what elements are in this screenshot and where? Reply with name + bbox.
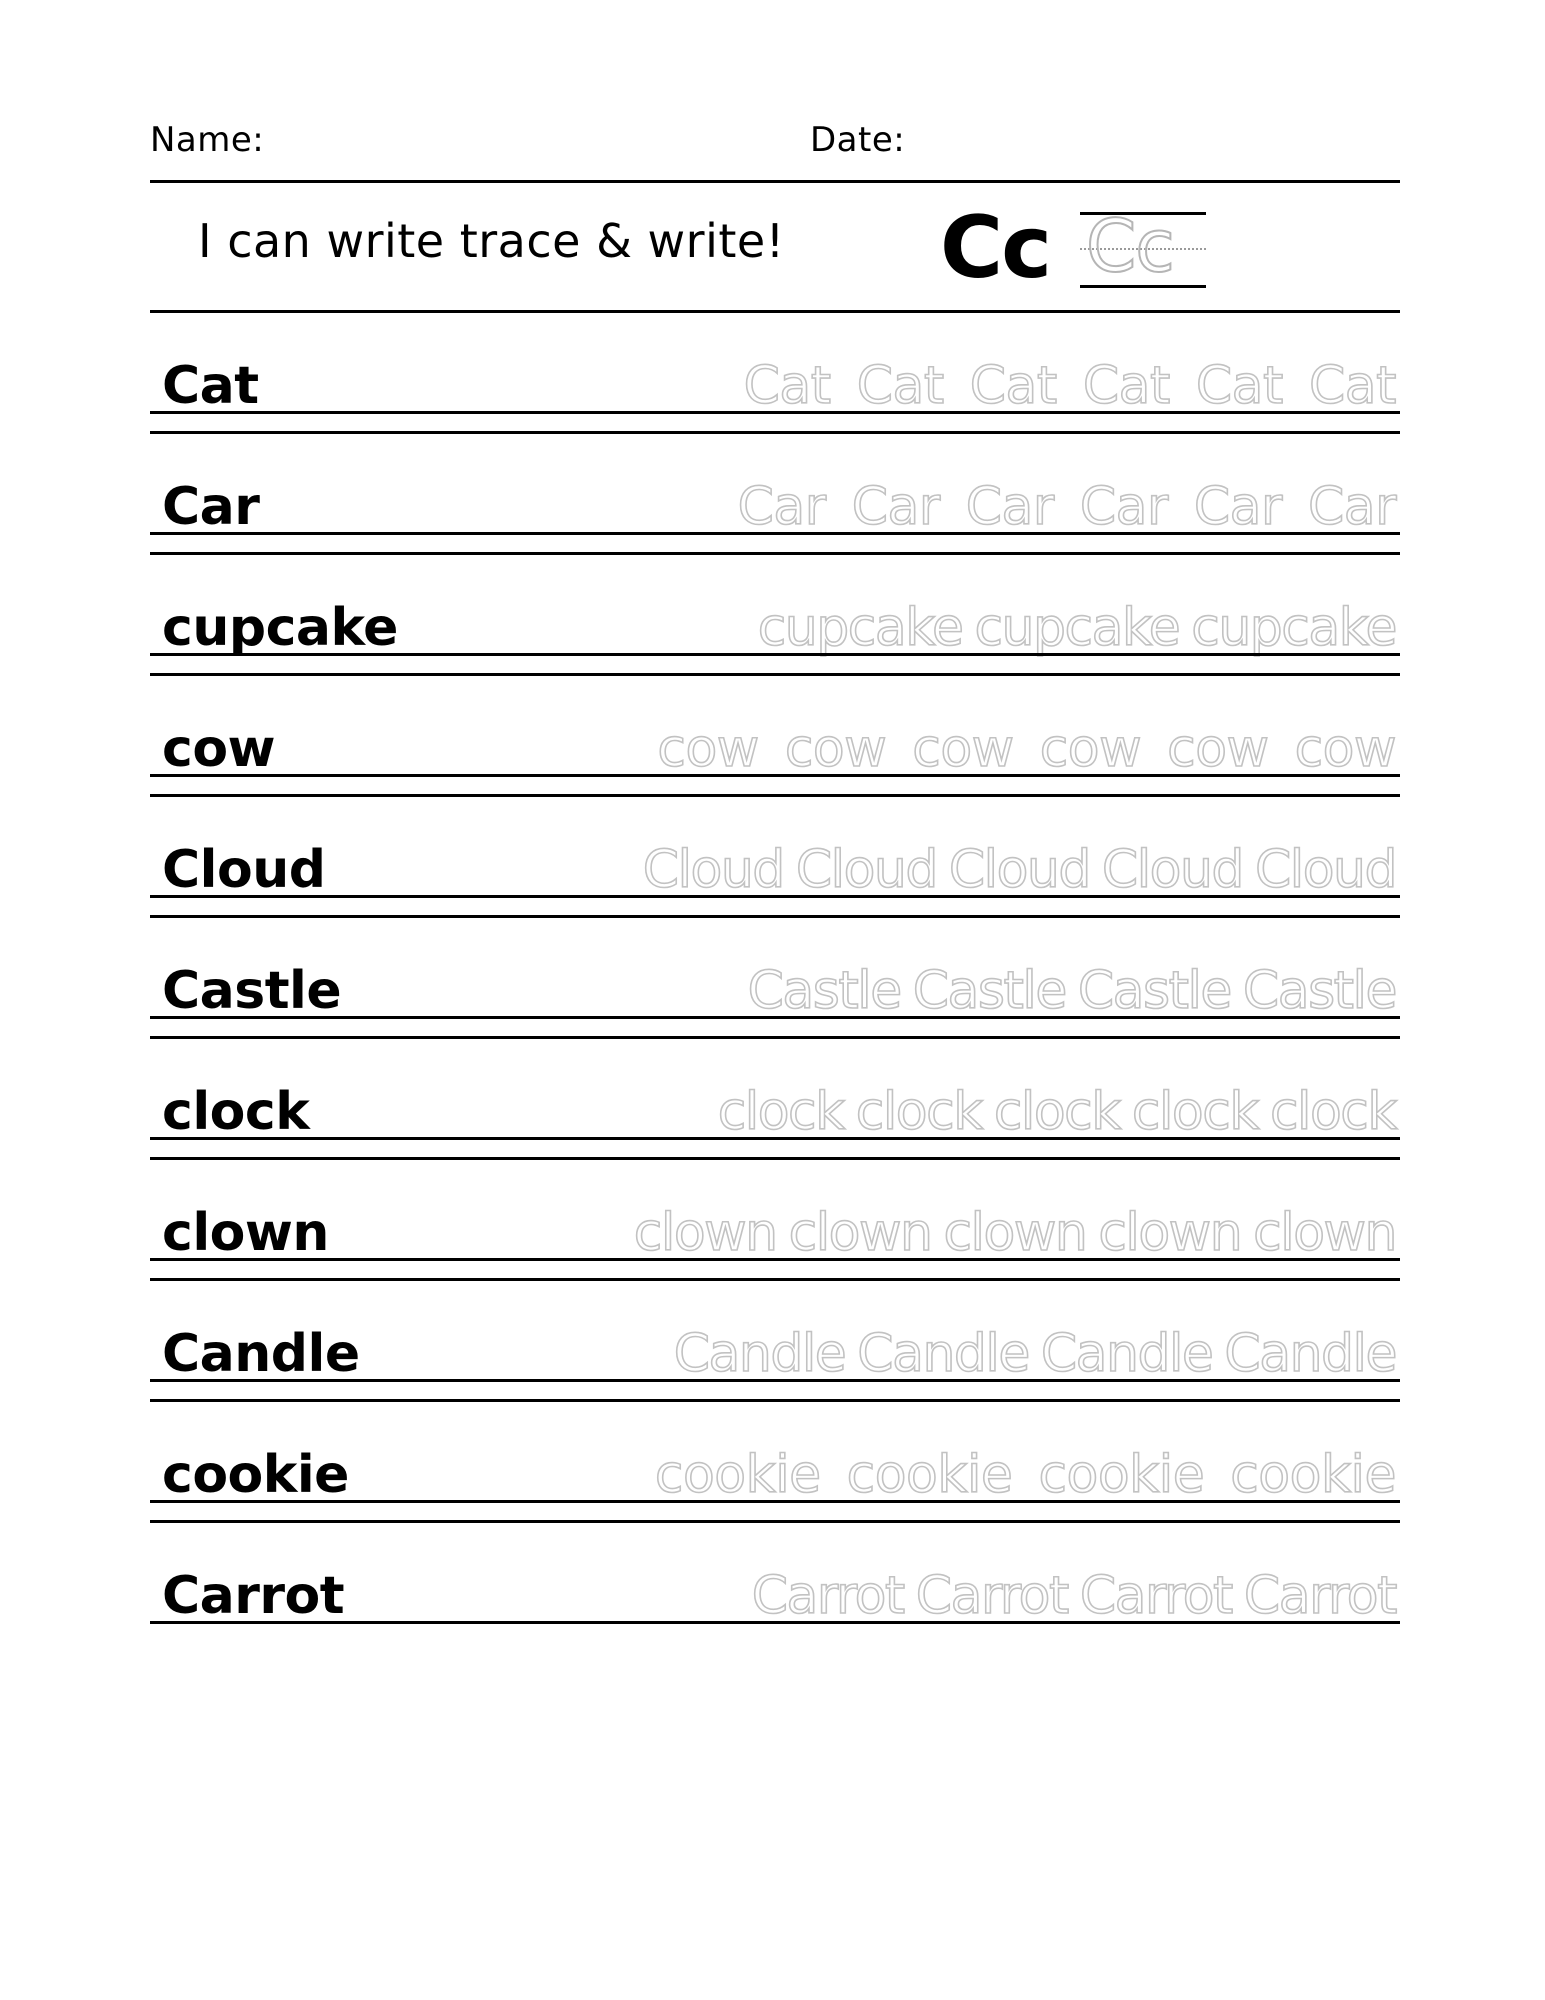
practice-row: [150, 794, 1400, 898]
letter-trace-glyph: Cc: [1086, 204, 1174, 288]
trace-word: Car: [1193, 477, 1282, 537]
row-top-rule: [150, 1157, 1400, 1160]
trace-word: Cat: [1195, 356, 1283, 416]
trace-word: Castle: [1242, 961, 1396, 1021]
trace-word: Castle: [747, 961, 901, 1021]
row-bottom-rule: [150, 1137, 1400, 1140]
trace-word: clown: [788, 1203, 932, 1263]
trace-word: Car: [965, 477, 1054, 537]
trace-word: Car: [1079, 477, 1168, 537]
trace-word: Candle: [857, 1324, 1029, 1384]
trace-word: Carrot: [1243, 1566, 1396, 1626]
trace-word: Cat: [743, 356, 831, 416]
row-bottom-rule: [150, 1621, 1400, 1624]
row-top-rule: [150, 1399, 1400, 1402]
trace-word: clock: [855, 1082, 982, 1142]
practice-row: [150, 1036, 1400, 1140]
trace-word: clock: [1131, 1082, 1258, 1142]
trace-word: Cloud: [642, 840, 784, 900]
trace-word: Candle: [1040, 1324, 1213, 1384]
trace-word: cookie: [1038, 1445, 1205, 1505]
row-bottom-rule: [150, 1379, 1400, 1382]
trace-word: clown: [1098, 1203, 1242, 1263]
trace-word: clock: [1269, 1082, 1396, 1142]
trace-word: cookie: [1230, 1445, 1396, 1505]
practice-row: [150, 1399, 1400, 1503]
trace-word: cow: [784, 719, 887, 779]
row-top-rule: [150, 1278, 1400, 1281]
trace-word: Carrot: [915, 1566, 1068, 1626]
row-top-rule: [150, 552, 1400, 555]
trace-word: Cloud: [1254, 840, 1396, 900]
practice-row: [150, 431, 1400, 535]
row-top-rule: [150, 794, 1400, 797]
trace-word: Cloud: [795, 840, 937, 900]
row-trace-words: [717, 1082, 1396, 1142]
row-trace-words: [654, 1445, 1396, 1505]
row-trace-words: [751, 1566, 1396, 1626]
trace-word: clown: [1253, 1203, 1396, 1263]
row-top-rule: [150, 1520, 1400, 1523]
row-bottom-rule: [150, 532, 1400, 535]
trace-word: cow: [912, 719, 1014, 779]
trace-word: cupcake: [974, 598, 1180, 658]
trace-word: clock: [993, 1082, 1120, 1142]
row-prompt: cupcake: [162, 598, 398, 658]
row-trace-words: [642, 840, 1396, 900]
row-bottom-rule: [150, 653, 1400, 656]
trace-word: cookie: [846, 1445, 1013, 1505]
focus-letter: Cc: [940, 198, 1051, 298]
practice-row: [150, 1157, 1400, 1261]
row-bottom-rule: [150, 411, 1400, 414]
title-band: [150, 196, 1400, 308]
trace-word: Castle: [912, 961, 1066, 1021]
trace-word: Candle: [1224, 1324, 1396, 1384]
row-top-rule: [150, 915, 1400, 918]
name-label: Name:: [150, 120, 265, 160]
trace-word: Cat: [1082, 356, 1170, 416]
trace-word: cow: [657, 719, 759, 779]
row-prompt: Cat: [162, 356, 259, 416]
trace-word: cow: [1294, 719, 1396, 779]
date-label: Date:: [810, 120, 906, 160]
practice-row: [150, 552, 1400, 656]
trace-word: cow: [1039, 719, 1142, 779]
row-top-rule: [150, 310, 1400, 313]
trace-word: cupcake: [757, 598, 963, 658]
row-trace-words: [737, 477, 1396, 537]
row-prompt: cow: [162, 719, 276, 779]
row-prompt: Car: [162, 477, 260, 537]
row-prompt: Carrot: [162, 1566, 345, 1626]
row-prompt: clown: [162, 1203, 329, 1263]
practice-row: [150, 1520, 1400, 1624]
trace-word: Carrot: [751, 1566, 904, 1626]
row-prompt: clock: [162, 1082, 310, 1142]
row-bottom-rule: [150, 1016, 1400, 1019]
trace-word: Candle: [673, 1324, 846, 1384]
trace-word: Cat: [1308, 356, 1396, 416]
trace-word: clown: [943, 1203, 1087, 1263]
trace-word: Cloud: [948, 840, 1090, 900]
row-bottom-rule: [150, 1258, 1400, 1261]
row-top-rule: [150, 431, 1400, 434]
row-trace-words: [747, 961, 1396, 1021]
practice-row: [150, 915, 1400, 1019]
row-trace-words: [757, 598, 1396, 658]
row-prompt: Castle: [162, 961, 342, 1021]
row-trace-words: [743, 356, 1396, 416]
trace-word: cupcake: [1191, 598, 1396, 658]
practice-row: [150, 310, 1400, 414]
row-prompt: Cloud: [162, 840, 326, 900]
trace-word: cow: [1167, 719, 1269, 779]
trace-word: Castle: [1077, 961, 1231, 1021]
row-bottom-rule: [150, 895, 1400, 898]
trace-word: Car: [851, 477, 940, 537]
trace-word: Car: [737, 477, 826, 537]
name-date-header: [150, 120, 1400, 183]
row-bottom-rule: [150, 774, 1400, 777]
trace-word: Cat: [856, 356, 944, 416]
row-top-rule: [150, 673, 1400, 676]
row-trace-words: [657, 719, 1396, 779]
letter-trace-box: [1080, 204, 1206, 288]
row-trace-words: [633, 1203, 1396, 1263]
trace-word: Cloud: [1101, 840, 1243, 900]
worksheet-title: I can write trace & write!: [198, 214, 785, 268]
trace-word: Cat: [969, 356, 1057, 416]
trace-word: clock: [717, 1082, 844, 1142]
row-prompt: cookie: [162, 1445, 349, 1505]
row-top-rule: [150, 1036, 1400, 1039]
row-bottom-rule: [150, 1500, 1400, 1503]
trace-word: cookie: [654, 1445, 821, 1505]
trace-word: clown: [633, 1203, 777, 1263]
practice-row: [150, 1278, 1400, 1382]
trace-word: Car: [1307, 477, 1396, 537]
row-trace-words: [673, 1324, 1396, 1384]
trace-word: Carrot: [1079, 1566, 1232, 1626]
practice-row: [150, 673, 1400, 777]
row-prompt: Candle: [162, 1324, 360, 1384]
